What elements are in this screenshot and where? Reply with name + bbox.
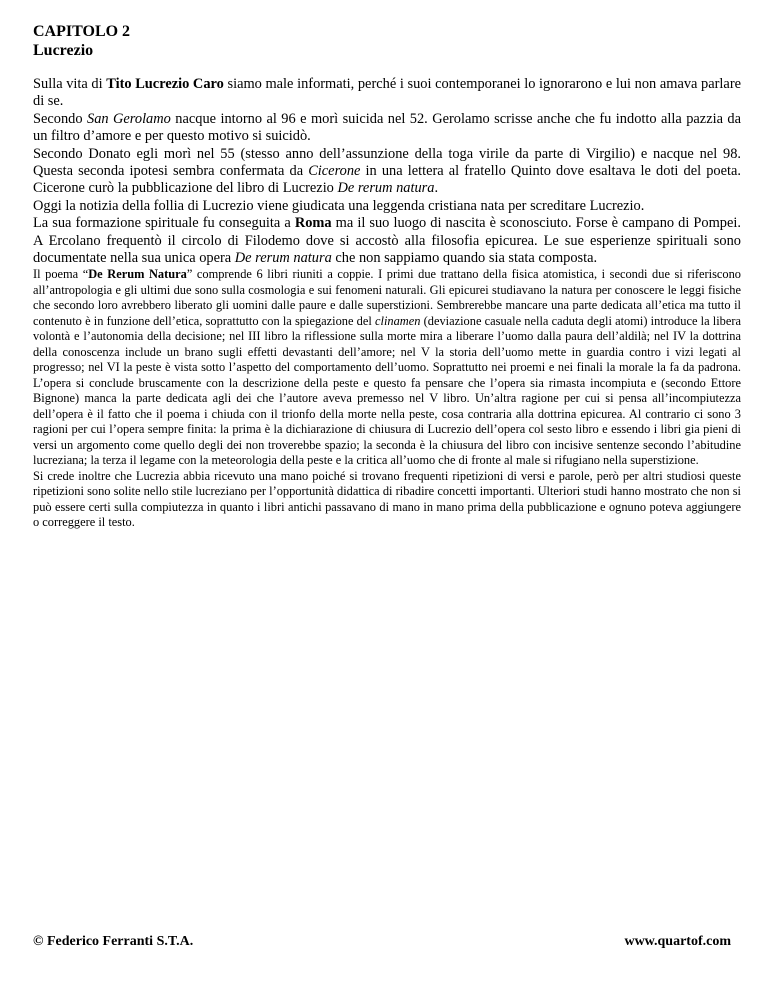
paragraph-donato: Secondo Donato egli morì nel 55 (stesso anno dell’assunzione della toga virile da parte di Virgilio) e nacque nel 98. Questa seconda ipotesi sembra confermata da Cicerone in una lettera al fratello Quinto dove esaltava le doti del poeta. Cicerone curò la pubblicazione del libro di Lucrezio De rerum natura. [33,145,741,197]
chapter-title: Lucrezio [33,42,94,59]
paragraph-formation: La sua formazione spirituale fu conseguita a Roma ma il suo luogo di nascita è sconosciuto. Forse è campano di Pompei. A Ercolano frequentò il circolo di Filodemo dove si accostò alla filosofia epicurea. Le sue esperienze spirituali sono documentate nella sua unica opera De rerum natura che non sappiamo quando sia stata composta. [33,215,741,267]
paragraph-birth: Sulla vita di Tito Lucrezio Caro siamo male informati, perché i suoi contemporanei lo ignorarono e lui non amava parlare di se. [33,76,742,110]
paragraph-poem: Il poema “De Rerum Natura” comprende 6 libri riuniti a coppie. I primi due trattano della fisica atomistica, i secondi due si riferiscono all’antropologia e gli ultimi due sono sulla cosmologia e sui fenomeni naturali. Gli epicurei studiavano la natura per conoscere le leggi fisiche che secondo loro avrebbero liberato gli uomini dalle paure e dalle superstizioni. Sembrerebbe mancare una parte dedicata all’etica ma tutto il contenuto è in funzione dell’etica, soprattutto con la spiegazione del clinamen (deviazione casuale nella caduta degli atomi) introduce la libera volontà e l’autonomia della decisione; nel III libro la riflessione sulla morte mira a liberare l’uomo dalla paura dell’aldilà; nel IV la dottrina della conoscenza include un brano sugli effetti devastanti dell’amore; nel V la storia dell’uomo mette in guardia contro i vizi legati al progresso; nel VI la peste è vista sotto l’aspetto del comportamento dell’uomo. Soprattutto nei proemi e nei finali la morale la fa da padrona. L’opera si conclude bruscamente con la descrizione della peste e questo fa pensare che l’opera sia rimasta incompiuta e (secondo Ettore Bignone) manca la parte dedicata agli dei che l’autore aveva premesso nel V libro. Un’altra ragione per cui si pensa all’incompiutezza dell’opera è il fatto che il poema i chiuda con il trionfo della morte nella peste, cosa contraria alla dottrina epicurea. Al contrario ci sono 3 ragioni per cui l’opera sempre finita: la prima è la dichiarazione di chiusura di Lucrezio dell’opera col sesto libro e essendo i libri gia pieni di versi un argomento come quello degli dei non troverebbe spazio; la seconda è la chiusura del libro con incisive sentenze secondo l’abitudine lucreziana; la terza il legame con la meteorologia della peste e la critica all’uomo che di fronte al male si rifugiano nella superstizione. [33,267,742,468]
page-footer [33,934,731,950]
poem-section [33,267,741,531]
paragraph-legend: Oggi la notizia della follia di Lucrezio viene giudicata una leggenda cristiana nata per screditare Lucrezio. [33,197,645,214]
paragraph-repetitions: Si crede inoltre che Lucrezia abbia ricevuto una mano poiché si trovano frequenti ripetizioni di versi e parole, però per altri studiosi queste ripetizioni sono solite nello stile lucreziano per l’opportunità didattica di ribadire concetti importanti. Ulteriori studi hanno mostrato che non si può essere certi sulla compiutezza in quanto i libri antichi passavano di mano in mano prima della pubblicazione e ognuno poteva aggiungere o correggere il testo. [33,468,741,530]
document-page [33,22,741,531]
paragraph-gerolamo: Secondo San Gerolamo nacque intorno al 96 e morì suicida nel 52. Gerolamo scrisse anche che fu indotto alla pazzia da un filtro d’amore e per questo motivo si suicidò. [33,110,741,145]
chapter-number: CAPITOLO 2 [33,23,131,40]
footer-copyright: © Federico Ferranti S.T.A. [33,934,194,949]
footer-website: www.quartof.com [624,934,731,949]
intro-section [33,76,741,267]
